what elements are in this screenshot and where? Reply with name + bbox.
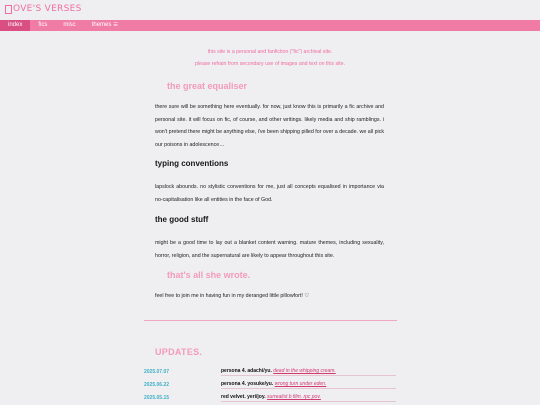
logo-text: OVE'S VERSES [13, 4, 82, 14]
update-entry [221, 381, 396, 389]
nav-label-fics: fics [38, 22, 48, 28]
update-date: 2025.05.15 [144, 395, 170, 401]
update-entry [221, 394, 396, 402]
section-text-goodstuff: might be a good time to lay out a blanket content warning. mature themes, including sexuality, horror, religion, and the supernatural are likely to appear throughout this site. [155, 240, 384, 259]
update-date: 2025.06.22 [144, 382, 170, 388]
notice-line-1: this site is a personal and fanfiction ("fic") archival site. [207, 49, 333, 55]
menu-icon: ☰ [113, 22, 118, 28]
section-heading-typing: typing conventions [155, 159, 229, 168]
nav-item-fics[interactable] [30, 20, 55, 31]
update-row [144, 367, 396, 377]
update-entry [221, 368, 396, 376]
site-header [0, 0, 540, 18]
update-fic-link[interactable]: wrong turn under eden. [274, 381, 327, 387]
section-heading-closing: that's all she wrote. [167, 270, 251, 280]
update-row [144, 380, 396, 390]
nav-item-index[interactable] [0, 20, 30, 31]
notice-line-2: please refrain from secondary use of images and text on this site. [195, 61, 345, 67]
section-text-typing: lapslock abounds. no stylistic conventions for me, just all concepts equalised in importance via no-capitalisation like all entities in the face of God. [155, 184, 384, 203]
update-fandom: red velvet. yeri/joy. [221, 394, 266, 400]
update-fic-link[interactable]: surrealist b film. rpc pov. [267, 394, 321, 400]
section-divider [144, 320, 397, 321]
main-nav [0, 20, 540, 31]
section-heading-goodstuff: the good stuff [155, 215, 209, 224]
section-text-equaliser: there sure will be something here eventually. for now, just know this is primarily a fic archive and personal site. it will focus on fic, of course, and other writings. likely media and ship ramblings. i won't pretend there might be anything else, i've been shipping pilled for over a decade. we all pick our poisons in adolescence… [155, 104, 384, 148]
logo-square-icon [5, 5, 12, 14]
nav-item-misc[interactable] [55, 20, 83, 31]
nav-item-themes[interactable] [84, 20, 126, 31]
update-fic-link[interactable]: dead in the whipping cream. [273, 368, 336, 374]
section-text-closing: feel free to join me in having fun in my deranged little pillowfort! ♡ [155, 293, 310, 299]
update-row [144, 393, 396, 403]
update-fandom: persona 4. yosuke/yu. [221, 381, 274, 387]
section-heading-equaliser: the great equaliser [167, 81, 248, 91]
site-logo[interactable] [5, 4, 82, 14]
nav-label-themes: themes [91, 22, 112, 28]
nav-label-misc: misc [63, 22, 76, 28]
nav-label-index: index [8, 22, 23, 28]
updates-title: UPDATES. [155, 347, 203, 357]
update-date: 2025.07.07 [144, 369, 170, 375]
update-fandom: persona 4. adachi/yu. [221, 368, 272, 374]
